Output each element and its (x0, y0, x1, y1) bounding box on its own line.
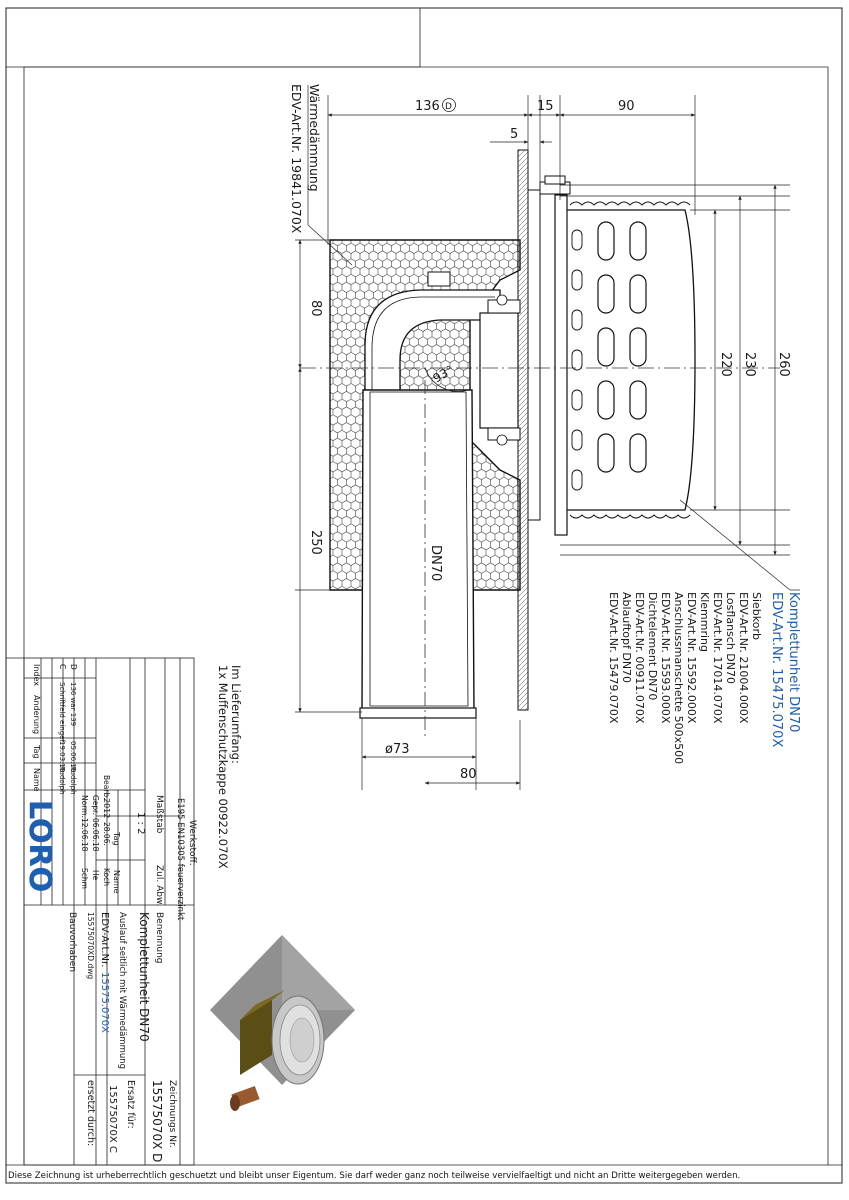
tb-benennung-sub: Auslauf seitlich mit Wärmedämmung (117, 912, 127, 1070)
dim-15: 15 (537, 99, 554, 114)
tb-rev-d-tag: 05.06.18 (69, 741, 77, 773)
tb-row-gepr-tag: 06.06.18 (91, 818, 100, 852)
dim-80-vertical: 80 (308, 300, 323, 317)
tb-row-norm-name: Schm (80, 868, 89, 889)
parts-line-7: Anschlussmanschette 500x500 (672, 592, 685, 765)
tb-row-bearb-label: Bearb. (102, 775, 111, 800)
tb-rev-c-name: Rudolph (58, 766, 66, 795)
copyright-footer: Diese Zeichnung ist urheberrechtlich geschuetzt und bleibt unser Eigentum. Sie darf weder ganz noch teilweise vervielfaeltigt und nicht an Dritte weitergegeben werden. (8, 1171, 741, 1181)
tb-werkstoff-value: E195 EN10305 feuerverzinkt (175, 798, 185, 921)
tb-tag2-header: Tag (32, 745, 41, 759)
dim-90: 90 (618, 99, 635, 114)
tb-rev-c-index: C (58, 664, 67, 670)
sieve-basket (540, 176, 695, 535)
dim-5: 5 (510, 127, 519, 142)
parts-list (607, 592, 801, 764)
loro-logo: LORO (22, 800, 57, 893)
tb-name2-header: Name (32, 768, 41, 792)
tb-edv-label: EDV-Art.Nr. (99, 912, 110, 968)
parts-title-art: EDV-Art.Nr. 15475.070X (769, 592, 784, 748)
parts-line-6: EDV-Art.Nr. 15592.000X (685, 592, 698, 724)
dim-220: 220 (718, 352, 733, 377)
tb-aenderung-header: Änderung (32, 695, 41, 735)
parts-line-1: Siebkorb (750, 592, 763, 641)
tb-tag-header: Tag (112, 832, 121, 846)
tb-zeichnungs-value: 15575070X D (150, 1080, 164, 1163)
tb-ersatz-label: Ersatz für: (125, 1080, 136, 1129)
title-block-text (22, 664, 197, 1162)
tb-rev-d-text: 136 war 139 (69, 682, 77, 727)
tb-row-norm-label: Norm. (80, 795, 89, 818)
tb-row-norm-tag: 12.06.18 (80, 818, 89, 852)
delivery-heading: Im Lieferumfang: (229, 665, 243, 764)
dim-136-symbol: D (445, 102, 452, 112)
dim-250: 250 (308, 530, 323, 555)
tb-rev-d-name: Rudolph (69, 766, 77, 795)
pipe-label: DN70 (428, 545, 443, 582)
angle-label: 93° (430, 362, 456, 386)
tb-row-gepr-name: He (91, 870, 100, 881)
tb-row-gepr-label: Gepr. (91, 795, 100, 815)
tb-bauvorhaben: Bauvorhaben (67, 912, 77, 972)
delivery-scope (216, 665, 243, 869)
parts-line-10: EDV-Art.Nr. 00911.070X (633, 592, 646, 724)
dim-260: 260 (776, 352, 791, 377)
insulation-art: EDV-Art.Nr. 19841.070X (289, 84, 304, 234)
outlet-pipe (360, 390, 476, 718)
insulation-label: Wärmedämmung (307, 84, 322, 192)
tb-zul-abw: Zul. Abw. (154, 865, 164, 907)
tb-row-bearb-name: Koch (102, 868, 111, 887)
tb-zeichnungs-label: Zeichnungs Nr. (167, 1080, 177, 1148)
tb-rev-c-tag: 19.03.18 (58, 741, 66, 773)
tb-row-bearb-tag: 28.06. (102, 822, 111, 846)
tb-year: 2012 (102, 798, 111, 819)
parts-line-11: Ablauftopf DN70 (620, 592, 633, 684)
tb-file: 15575070XD.dwg (86, 912, 95, 980)
tb-name-header: Name (112, 870, 121, 894)
parts-line-8: EDV-Art.Nr. 15593.000X (659, 592, 672, 724)
dim-136: 136 (415, 99, 440, 114)
tb-edv-value: 15575.070X (99, 972, 110, 1033)
parts-title: Komplettunheit DN70 (786, 592, 801, 733)
parts-line-9: Dichtelement DN70 (646, 592, 659, 701)
parts-line-2: EDV-Art.Nr. 21004.000X (737, 592, 750, 724)
tb-rev-c-text: Schriftfeld eingef. (58, 682, 66, 744)
dim-73: ø73 (385, 742, 410, 757)
parts-line-3: Losflansch DN70 (724, 592, 737, 684)
product-render (210, 935, 355, 1111)
delivery-item: 1x Muffenschutzkappe 00922.070X (216, 665, 230, 869)
tb-index-header: Index (32, 664, 41, 687)
tb-ersetzt-label: ersetzt durch: (85, 1080, 96, 1147)
connector-sleeve (480, 313, 518, 428)
insulation-callout (289, 84, 322, 234)
tb-massstab-label: Maßstab (154, 795, 164, 834)
tb-benennung-value: Komplettunheit DN70 (137, 912, 151, 1042)
tb-ersatz-value: 15575070X C (107, 1085, 118, 1153)
tb-massstab-value: 1 : 2 (135, 812, 146, 835)
dim-80-horizontal: 80 (460, 767, 477, 782)
parts-line-12: EDV-Art.Nr. 15479.070X (607, 592, 620, 724)
dim-230: 230 (742, 352, 757, 377)
parts-line-5: Klemmring (698, 592, 711, 653)
tb-rev-d-index: D (69, 664, 78, 670)
tb-benennung-label: Benennung (154, 912, 164, 964)
tb-werkstoff-label: Werkstoff: (187, 820, 197, 866)
parts-line-4: EDV-Art.Nr. 17014.070X (711, 592, 724, 724)
